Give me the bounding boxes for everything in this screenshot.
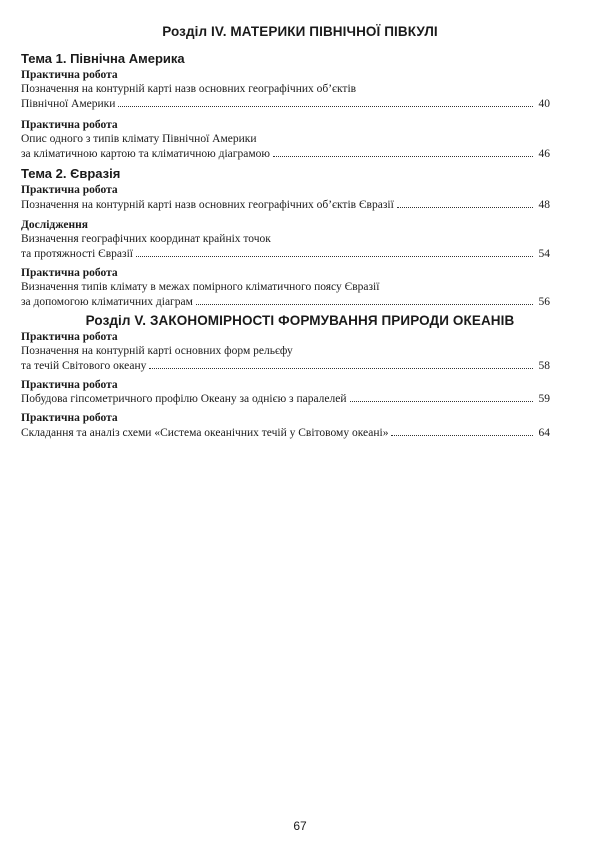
dot-leader [136, 247, 533, 257]
dot-leader [397, 198, 533, 208]
entry-line: Визначення географічних координат крайніх точок [21, 233, 271, 245]
toc-entry-row [21, 359, 550, 374]
entry-line: Визначення типів клімату в межах помірного кліматичного поясу Євразії [21, 281, 380, 293]
section-5-title: Розділ V. ЗАКОНОМІРНОСТІ ФОРМУВАННЯ ПРИРОДИ ОКЕАНІВ [85, 313, 515, 328]
entry-type: Практична робота [21, 267, 118, 279]
entry-line: за кліматичною картою та кліматичною діаграмою [21, 148, 270, 160]
toc-entry-row [21, 295, 550, 310]
entry-line: Побудова гіпсометричного профілю Океану за однією з паралелей [21, 393, 347, 405]
dot-leader [273, 147, 533, 157]
entry-type: Практична робота [21, 412, 118, 424]
toc-entry-row [21, 147, 550, 162]
dot-leader [149, 359, 533, 369]
entry-page-number: 56 [538, 296, 550, 308]
entry-type: Практична робота [21, 119, 118, 131]
toc-entry-row [21, 247, 550, 262]
dot-leader [118, 97, 533, 107]
topic-2-title: Тема 2. Євразія [21, 166, 121, 181]
entry-page-number: 54 [538, 248, 550, 260]
toc-entry-row [21, 392, 550, 407]
entry-page-number: 58 [538, 360, 550, 372]
topic-1-title: Тема 1. Північна Америка [21, 51, 185, 66]
entry-type: Дослідження [21, 219, 88, 231]
entry-type: Практична робота [21, 379, 118, 391]
entry-line: Позначення на контурній карті назв основних географічних об’єктів Євразії [21, 199, 394, 211]
toc-entry-row [21, 97, 550, 112]
entry-line: Позначення на контурній карті основних форм рельєфу [21, 345, 293, 357]
page-number: 67 [293, 819, 307, 833]
dot-leader [196, 295, 533, 305]
entry-type: Практична робота [21, 184, 118, 196]
entry-line: Складання та аналіз схеми «Система океанічних течій у Світовому океані» [21, 427, 389, 439]
entry-line: та течій Світового океану [21, 360, 147, 372]
entry-line: за допомогою кліматичних діаграм [21, 296, 193, 308]
entry-line: Позначення на контурній карті назв основних географічних об’єктів [21, 83, 357, 95]
entry-page-number: 59 [538, 393, 550, 405]
toc-entry-row [21, 426, 550, 441]
entry-page-number: 64 [538, 427, 550, 439]
dot-leader [391, 426, 533, 436]
entry-line: Північної Америки [21, 98, 116, 110]
entry-page-number: 48 [538, 199, 550, 211]
entry-line: та протяжності Євразії [21, 248, 133, 260]
dot-leader [350, 392, 533, 402]
entry-page-number: 46 [538, 148, 550, 160]
entry-type: Практична робота [21, 69, 118, 81]
entry-line: Опис одного з типів клімату Північної Америки [21, 133, 257, 145]
section-4-title: Розділ IV. МАТЕРИКИ ПІВНІЧНОЇ ПІВКУЛІ [162, 24, 438, 39]
toc-entry-row [21, 198, 550, 213]
entry-page-number: 40 [538, 98, 550, 110]
entry-type: Практична робота [21, 331, 118, 343]
